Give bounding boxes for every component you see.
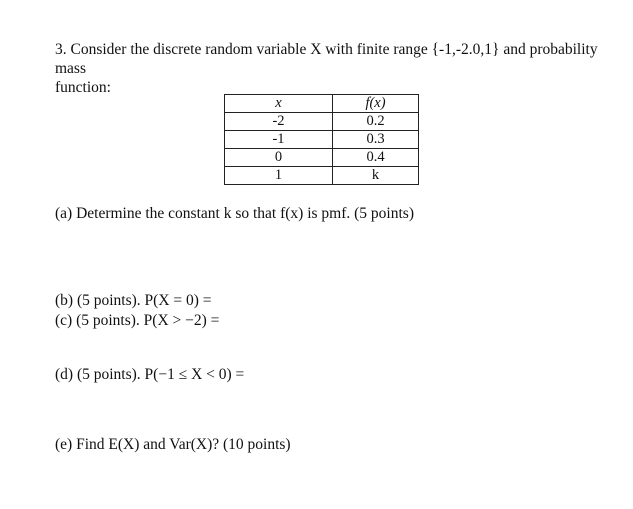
- pmf-table: [224, 94, 419, 185]
- header-x: x: [225, 95, 333, 113]
- question-line-2: function:: [55, 79, 111, 96]
- part-e: (e) Find E(X) and Var(X)? (10 points): [55, 436, 291, 453]
- cell-fx: 0.4: [333, 149, 419, 167]
- cell-x: -2: [225, 113, 333, 131]
- part-d: (d) (5 points). P(−1 ≤ X < 0) =: [55, 366, 245, 383]
- table-row: [225, 167, 419, 185]
- part-b: (b) (5 points). P(X = 0) =: [55, 292, 212, 309]
- part-a: (a) Determine the constant k so that f(x) is pmf. (5 points): [55, 205, 414, 222]
- cell-x: 0: [225, 149, 333, 167]
- cell-x: 1: [225, 167, 333, 185]
- table-row: [225, 113, 419, 131]
- question-intro: [55, 40, 630, 97]
- header-fx: f(x): [333, 95, 419, 113]
- question-line-1: 3. Consider the discrete random variable X with finite range {-1,-2.0,1} and probability mass: [55, 41, 598, 77]
- cell-x: -1: [225, 131, 333, 149]
- part-c: (c) (5 points). P(X > −2) =: [55, 312, 220, 329]
- cell-fx: k: [333, 167, 419, 185]
- table-row: [225, 149, 419, 167]
- cell-fx: 0.3: [333, 131, 419, 149]
- table-header-row: [225, 95, 419, 113]
- cell-fx: 0.2: [333, 113, 419, 131]
- table-row: [225, 131, 419, 149]
